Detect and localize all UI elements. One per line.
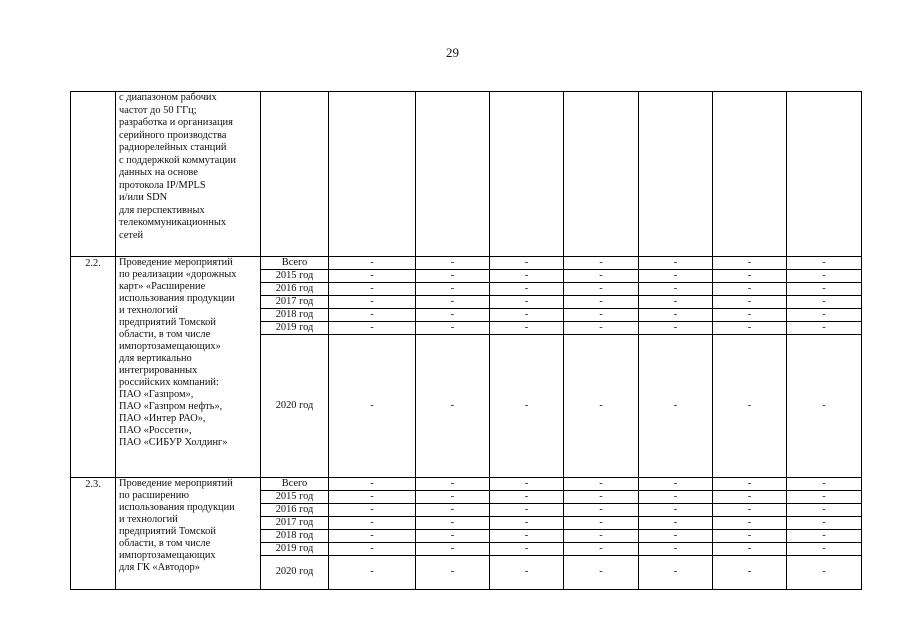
row-description: Проведение мероприятий по реализации «дорожных карт» «Расширение использования продукции и технологий предприятий Томской области, в том числе импортозамещающих» для вертикально интегрированных российских компаний: ПАО «Газпром», ПАО «Газпром нефть», ПАО «Интер РАО», ПАО «Россети», ПАО «СИБУР Холдинг» bbox=[116, 257, 261, 478]
empty-cell bbox=[490, 92, 564, 257]
value-cell: - bbox=[329, 556, 416, 590]
value-cell: - bbox=[490, 556, 564, 590]
value-cell: - bbox=[490, 257, 564, 270]
value-cell: - bbox=[713, 283, 787, 296]
value-cell: - bbox=[787, 283, 862, 296]
value-cell: - bbox=[639, 335, 713, 478]
value-cell: - bbox=[490, 283, 564, 296]
empty-cell bbox=[261, 92, 329, 257]
value-cell: - bbox=[787, 530, 862, 543]
value-cell: - bbox=[787, 491, 862, 504]
value-cell: - bbox=[490, 517, 564, 530]
row-number: 2.2. bbox=[71, 257, 116, 478]
value-cell: - bbox=[639, 309, 713, 322]
value-cell: - bbox=[787, 335, 862, 478]
value-cell: - bbox=[490, 309, 564, 322]
value-cell: - bbox=[639, 517, 713, 530]
table-row bbox=[71, 92, 862, 257]
value-cell: - bbox=[639, 296, 713, 309]
value-cell: - bbox=[329, 309, 416, 322]
empty-cell bbox=[416, 92, 490, 257]
row-description: Проведение мероприятий по расширению использования продукции и технологий предприятий Томской области, в том числе импортозамещающих для ГК «Автодор» bbox=[116, 478, 261, 590]
program-table bbox=[70, 91, 862, 590]
value-cell: - bbox=[713, 309, 787, 322]
value-cell: - bbox=[713, 296, 787, 309]
value-cell: - bbox=[329, 530, 416, 543]
year-cell: Всего bbox=[261, 257, 329, 270]
year-cell: 2016 год bbox=[261, 504, 329, 517]
value-cell: - bbox=[713, 322, 787, 335]
value-cell: - bbox=[490, 322, 564, 335]
value-cell: - bbox=[490, 335, 564, 478]
value-cell: - bbox=[329, 543, 416, 556]
value-cell: - bbox=[787, 504, 862, 517]
value-cell: - bbox=[787, 556, 862, 590]
page-number: 29 bbox=[446, 45, 459, 60]
value-cell: - bbox=[564, 309, 639, 322]
value-cell: - bbox=[564, 296, 639, 309]
value-cell: - bbox=[787, 257, 862, 270]
value-cell: - bbox=[329, 478, 416, 491]
value-cell: - bbox=[564, 543, 639, 556]
value-cell: - bbox=[639, 491, 713, 504]
value-cell: - bbox=[564, 530, 639, 543]
value-cell: - bbox=[329, 504, 416, 517]
value-cell: - bbox=[787, 309, 862, 322]
value-cell: - bbox=[416, 309, 490, 322]
value-cell: - bbox=[416, 283, 490, 296]
value-cell: - bbox=[713, 543, 787, 556]
value-cell: - bbox=[329, 270, 416, 283]
year-cell: 2019 год bbox=[261, 322, 329, 335]
row-description: с диапазоном рабочих частот до 50 ГГц; разработка и организация серийного производства радиорелейных станций с поддержкой коммутации данных на основе протокола IP/MPLS и/или SDN для перспективных телекоммуникационных сетей bbox=[116, 92, 261, 257]
value-cell: - bbox=[329, 283, 416, 296]
row-number bbox=[71, 92, 116, 257]
value-cell: - bbox=[787, 296, 862, 309]
value-cell: - bbox=[564, 283, 639, 296]
value-cell: - bbox=[713, 270, 787, 283]
value-cell: - bbox=[713, 530, 787, 543]
value-cell: - bbox=[564, 504, 639, 517]
value-cell: - bbox=[490, 504, 564, 517]
row-number: 2.3. bbox=[71, 478, 116, 590]
value-cell: - bbox=[639, 504, 713, 517]
year-cell: 2016 год bbox=[261, 283, 329, 296]
year-cell: 2017 год bbox=[261, 296, 329, 309]
value-cell: - bbox=[490, 270, 564, 283]
value-cell: - bbox=[490, 491, 564, 504]
empty-cell bbox=[329, 92, 416, 257]
value-cell: - bbox=[564, 270, 639, 283]
value-cell: - bbox=[329, 257, 416, 270]
value-cell: - bbox=[564, 478, 639, 491]
year-cell: 2018 год bbox=[261, 530, 329, 543]
value-cell: - bbox=[416, 322, 490, 335]
value-cell: - bbox=[639, 270, 713, 283]
value-cell: - bbox=[490, 530, 564, 543]
value-cell: - bbox=[713, 556, 787, 590]
value-cell: - bbox=[564, 491, 639, 504]
year-cell: 2020 год bbox=[261, 335, 329, 478]
value-cell: - bbox=[416, 504, 490, 517]
value-cell: - bbox=[416, 478, 490, 491]
empty-cell bbox=[713, 92, 787, 257]
year-cell: 2019 год bbox=[261, 543, 329, 556]
value-cell: - bbox=[416, 543, 490, 556]
value-cell: - bbox=[787, 543, 862, 556]
value-cell: - bbox=[490, 543, 564, 556]
value-cell: - bbox=[564, 335, 639, 478]
value-cell: - bbox=[416, 296, 490, 309]
value-cell: - bbox=[713, 257, 787, 270]
value-cell: - bbox=[787, 517, 862, 530]
table-row bbox=[71, 478, 862, 491]
value-cell: - bbox=[713, 517, 787, 530]
value-cell: - bbox=[787, 478, 862, 491]
value-cell: - bbox=[416, 517, 490, 530]
value-cell: - bbox=[639, 322, 713, 335]
value-cell: - bbox=[713, 491, 787, 504]
value-cell: - bbox=[639, 530, 713, 543]
year-cell: Всего bbox=[261, 478, 329, 491]
value-cell: - bbox=[329, 322, 416, 335]
value-cell: - bbox=[713, 504, 787, 517]
value-cell: - bbox=[416, 335, 490, 478]
value-cell: - bbox=[416, 270, 490, 283]
value-cell: - bbox=[329, 517, 416, 530]
value-cell: - bbox=[564, 257, 639, 270]
value-cell: - bbox=[713, 335, 787, 478]
table-row bbox=[71, 257, 862, 270]
year-cell: 2017 год bbox=[261, 517, 329, 530]
value-cell: - bbox=[564, 322, 639, 335]
value-cell: - bbox=[639, 257, 713, 270]
value-cell: - bbox=[787, 270, 862, 283]
value-cell: - bbox=[639, 478, 713, 491]
value-cell: - bbox=[490, 296, 564, 309]
value-cell: - bbox=[639, 283, 713, 296]
empty-cell bbox=[564, 92, 639, 257]
value-cell: - bbox=[329, 491, 416, 504]
value-cell: - bbox=[416, 530, 490, 543]
value-cell: - bbox=[329, 296, 416, 309]
value-cell: - bbox=[787, 322, 862, 335]
value-cell: - bbox=[564, 556, 639, 590]
value-cell: - bbox=[490, 478, 564, 491]
year-cell: 2015 год bbox=[261, 270, 329, 283]
value-cell: - bbox=[416, 556, 490, 590]
year-cell: 2018 год bbox=[261, 309, 329, 322]
value-cell: - bbox=[639, 543, 713, 556]
value-cell: - bbox=[416, 257, 490, 270]
value-cell: - bbox=[416, 491, 490, 504]
table-body bbox=[71, 92, 862, 590]
value-cell: - bbox=[329, 335, 416, 478]
value-cell: - bbox=[639, 556, 713, 590]
empty-cell bbox=[639, 92, 713, 257]
year-cell: 2015 год bbox=[261, 491, 329, 504]
year-cell: 2020 год bbox=[261, 556, 329, 590]
value-cell: - bbox=[713, 478, 787, 491]
value-cell: - bbox=[564, 517, 639, 530]
empty-cell bbox=[787, 92, 862, 257]
